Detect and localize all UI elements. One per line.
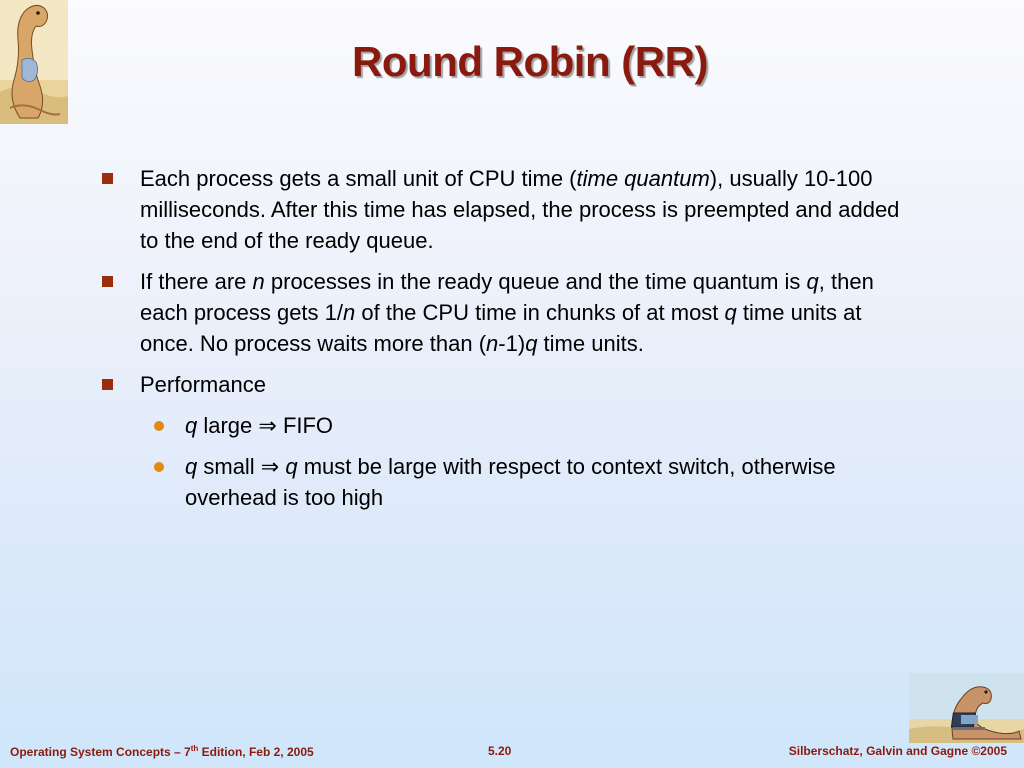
subbullet-text: large ⇒ FIFO [197,413,334,438]
var-n: n [343,300,356,325]
bullet-performance: Performance [102,369,902,400]
var-q: q [525,331,538,356]
slide-number: 5.20 [488,744,512,758]
var-q: q [724,300,737,325]
bullet-text: Each process gets a small unit of CPU time ( [140,166,577,191]
footer-superscript: th [190,744,199,753]
bullet-text: time units at once. No process waits more than ( [140,300,862,356]
subbullet-text: small ⇒ [197,454,286,479]
footer-copyright: Silberschatz, Galvin and Gagne ©2005 [788,744,1007,758]
bullet-text: ), usually 10-100 milliseconds. After this time has elapsed, the process is preempted and added to the end of the ready queue. [140,166,900,253]
dinosaur-laptop-logo-icon [909,673,1024,743]
bullet-text: processes in the ready queue and the time quantum is [264,269,807,294]
bullet-text: -1) [498,331,526,356]
bullet-time-quantum [102,163,902,256]
var-n: n [252,269,265,294]
var-q: q [185,454,198,479]
footer-text: Operating System Concepts – 7 [10,745,191,759]
bullet-text: If there are [140,269,253,294]
bullet-text: , then each process gets 1/ [140,269,874,325]
var-q: q [806,269,819,294]
footer-text: Edition, Feb 2, 2005 [198,745,314,759]
var-n: n [486,331,499,356]
subbullet-q-large [102,410,902,441]
slide-body [102,163,902,523]
subbullet-text: must be large with respect to context switch, otherwise overhead is too high [185,454,836,510]
subbullet-q-small [102,451,902,513]
slide-title: Round Robin (RR) [352,38,708,85]
footer-book-title [10,744,314,759]
bullet-text: of the CPU time in chunks of at most [355,300,725,325]
term-time-quantum: time quantum [576,166,710,191]
bullet-text: time units. [537,331,644,356]
bullet-n-processes [102,266,902,359]
var-q: q [185,413,198,438]
var-q: q [285,454,298,479]
